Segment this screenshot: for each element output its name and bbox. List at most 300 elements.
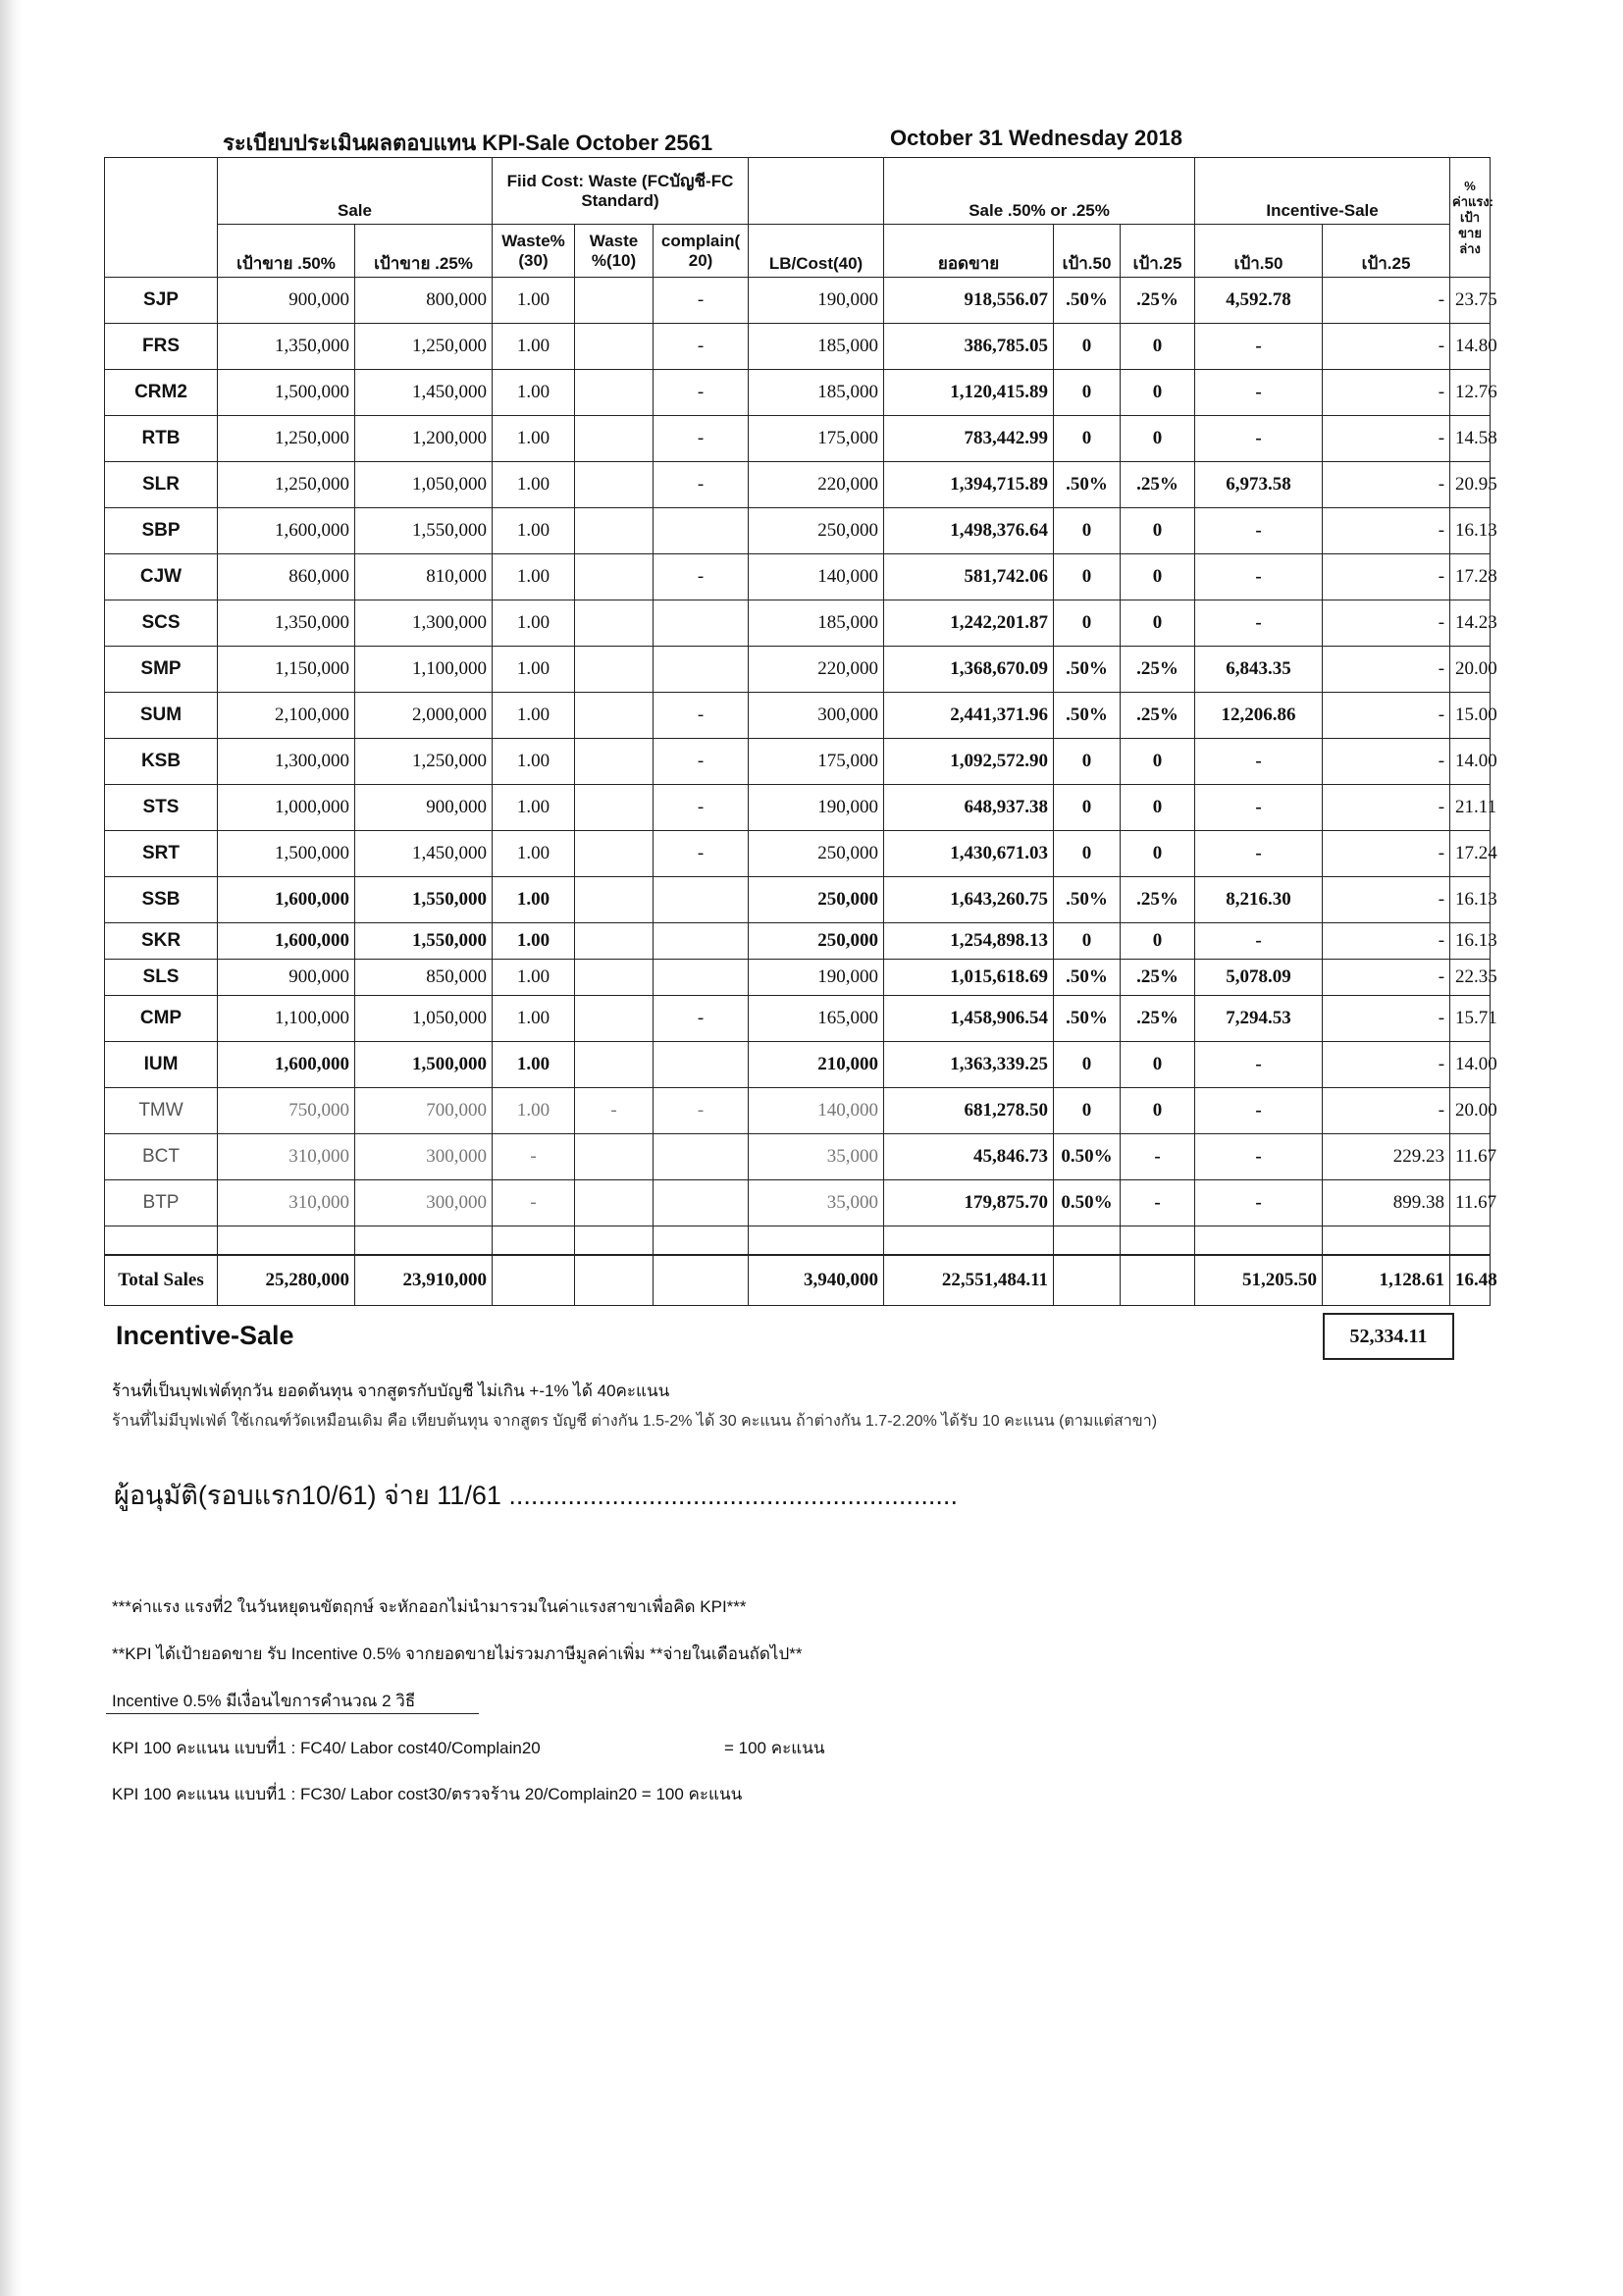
cell-i50: -: [1195, 324, 1323, 370]
cell-waste10: [575, 554, 654, 600]
document-header: [110, 126, 1484, 155]
cell-i25: -: [1323, 462, 1450, 508]
cell-p25: 0: [1121, 1088, 1195, 1134]
total-complain: [654, 1255, 749, 1306]
cell-p50: 0: [1054, 739, 1121, 785]
cell-labor-pct: 11.67: [1450, 1134, 1491, 1180]
cell-i25: -: [1323, 1042, 1450, 1088]
cell-labor-pct: 23.75: [1450, 278, 1491, 324]
header-complain: complain( 20): [654, 225, 749, 278]
cell-complain: [654, 647, 749, 693]
cell-labor-pct: 20.00: [1450, 1088, 1491, 1134]
cell-sales: 648,937.38: [884, 785, 1054, 831]
note-buffet: ร้านที่เป็นบุฟเฟ่ต์ทุกวัน ยอดต้นทุน จากสูตรกับบัญชี ไม่เกิน +-1% ได้ 40คะแนน: [112, 1382, 670, 1400]
cell-branch: BCT: [105, 1134, 218, 1180]
cell-waste10: [575, 600, 654, 647]
cell-target25: 850,000: [355, 960, 493, 996]
document-date: October 31 Wednesday 2018: [890, 126, 1182, 150]
cell-p50: 0: [1054, 831, 1121, 877]
cell-branch: SMP: [105, 647, 218, 693]
header-target25: เป้าขาย .25%: [355, 225, 493, 278]
cell-i25: -: [1323, 996, 1450, 1042]
total-i25: 1,128.61: [1323, 1255, 1450, 1306]
cell-labor-pct: 16.13: [1450, 923, 1491, 960]
table-row: [105, 1088, 1491, 1134]
cell-i25: -: [1323, 785, 1450, 831]
cell-target50: 1,250,000: [218, 462, 355, 508]
cell-labor-pct: 12.76: [1450, 370, 1491, 416]
cell-waste30: 1.00: [493, 693, 575, 739]
cell-labor-pct: 15.71: [1450, 996, 1491, 1042]
cell-waste10: [575, 647, 654, 693]
cell-i25: 229.23: [1323, 1134, 1450, 1180]
cell-target50: 1,300,000: [218, 739, 355, 785]
empty-cell: [1121, 1226, 1195, 1256]
cell-lbcost: 185,000: [749, 370, 884, 416]
cell-waste10: [575, 278, 654, 324]
cell-p50: 0: [1054, 923, 1121, 960]
cell-waste30: 1.00: [493, 324, 575, 370]
cell-i50: -: [1195, 1042, 1323, 1088]
header-p25: เป้า.25: [1121, 225, 1195, 278]
cell-lbcost: 190,000: [749, 278, 884, 324]
cell-complain: -: [654, 554, 749, 600]
table-row: [105, 416, 1491, 462]
cell-target25: 1,300,000: [355, 600, 493, 647]
cell-i50: 12,206.86: [1195, 693, 1323, 739]
cell-p25: .25%: [1121, 960, 1195, 996]
cell-target50: 860,000: [218, 554, 355, 600]
cell-waste10: [575, 831, 654, 877]
cell-complain: -: [654, 1088, 749, 1134]
cell-waste30: 1.00: [493, 1088, 575, 1134]
cell-i25: -: [1323, 370, 1450, 416]
cell-sales: 179,875.70: [884, 1180, 1054, 1226]
empty-cell: [355, 1226, 493, 1256]
cell-i50: -: [1195, 1134, 1323, 1180]
total-p50: [1054, 1255, 1121, 1306]
cell-waste10: [575, 1180, 654, 1226]
cell-lbcost: 220,000: [749, 647, 884, 693]
cell-sales: 45,846.73: [884, 1134, 1054, 1180]
cell-p25: 0: [1121, 554, 1195, 600]
cell-p25: .25%: [1121, 877, 1195, 923]
cell-p25: 0: [1121, 508, 1195, 554]
header-row-bottom: [105, 225, 1491, 278]
header-target50: เป้าขาย .50%: [218, 225, 355, 278]
total-sales: 22,551,484.11: [884, 1255, 1054, 1306]
footnote-kpi: **KPI ได้เป้ายอดขาย รับ Incentive 0.5% จากยอดขายไม่รวมภาษีมูลค่าเพิ่ม **จ่ายในเดือนถัดไป**: [112, 1644, 803, 1663]
header-incentive: Incentive-Sale: [1195, 158, 1450, 225]
table-row: [105, 1134, 1491, 1180]
cell-branch: SUM: [105, 693, 218, 739]
cell-i25: -: [1323, 324, 1450, 370]
cell-labor-pct: 14.00: [1450, 739, 1491, 785]
scan-edge: [0, 0, 22, 2296]
cell-complain: -: [654, 324, 749, 370]
header-i50: เป้า.50: [1195, 225, 1323, 278]
cell-branch: SLS: [105, 960, 218, 996]
approval-line: ผู้อนุมัติ(รอบแรก10/61) จ่าย 11/61 .............................................................: [114, 1481, 958, 1510]
table-row: [105, 831, 1491, 877]
empty-cell: [1054, 1226, 1121, 1256]
cell-p50: 0.50%: [1054, 1134, 1121, 1180]
cell-waste30: 1.00: [493, 416, 575, 462]
table-row: [105, 554, 1491, 600]
cell-waste10: [575, 785, 654, 831]
cell-branch: SJP: [105, 278, 218, 324]
total-row: [105, 1255, 1491, 1306]
cell-complain: [654, 1042, 749, 1088]
table-row: [105, 462, 1491, 508]
cell-p25: 0: [1121, 416, 1195, 462]
cell-branch: RTB: [105, 416, 218, 462]
cell-target50: 1,350,000: [218, 600, 355, 647]
cell-labor-pct: 15.00: [1450, 693, 1491, 739]
empty-cell: [749, 1226, 884, 1256]
cell-target25: 1,200,000: [355, 416, 493, 462]
cell-labor-pct: 11.67: [1450, 1180, 1491, 1226]
cell-sales: 1,254,898.13: [884, 923, 1054, 960]
cell-waste10: [575, 923, 654, 960]
cell-target50: 1,600,000: [218, 877, 355, 923]
table-row: [105, 923, 1491, 960]
total-lbcost: 3,940,000: [749, 1255, 884, 1306]
cell-waste30: 1.00: [493, 785, 575, 831]
cell-target25: 900,000: [355, 785, 493, 831]
cell-waste10: [575, 1134, 654, 1180]
cell-complain: -: [654, 831, 749, 877]
cell-labor-pct: 14.00: [1450, 1042, 1491, 1088]
cell-i50: -: [1195, 370, 1323, 416]
table-row: [105, 996, 1491, 1042]
header-row-top: [105, 158, 1491, 225]
cell-waste30: 1.00: [493, 370, 575, 416]
cell-sales: 1,120,415.89: [884, 370, 1054, 416]
cell-i50: -: [1195, 416, 1323, 462]
cell-i25: -: [1323, 647, 1450, 693]
cell-i25: -: [1323, 693, 1450, 739]
cell-branch: CRM2: [105, 370, 218, 416]
cell-lbcost: 175,000: [749, 416, 884, 462]
cell-p25: .25%: [1121, 278, 1195, 324]
cell-target50: 1,350,000: [218, 324, 355, 370]
cell-labor-pct: 16.13: [1450, 508, 1491, 554]
cell-sales: 1,430,671.03: [884, 831, 1054, 877]
cell-complain: [654, 1134, 749, 1180]
cell-waste10: [575, 462, 654, 508]
cell-lbcost: 210,000: [749, 1042, 884, 1088]
cell-p50: 0: [1054, 324, 1121, 370]
cell-lbcost: 185,000: [749, 324, 884, 370]
cell-i50: -: [1195, 1180, 1323, 1226]
cell-target50: 900,000: [218, 278, 355, 324]
cell-labor-pct: 14.80: [1450, 324, 1491, 370]
cell-target25: 810,000: [355, 554, 493, 600]
total-i50: 51,205.50: [1195, 1255, 1323, 1306]
cell-waste30: 1.00: [493, 462, 575, 508]
table-row: [105, 370, 1491, 416]
cell-target25: 300,000: [355, 1180, 493, 1226]
cell-i25: -: [1323, 923, 1450, 960]
table-row: [105, 600, 1491, 647]
cell-p50: 0: [1054, 1042, 1121, 1088]
cell-i25: -: [1323, 877, 1450, 923]
total-target50: 25,280,000: [218, 1255, 355, 1306]
cell-i50: -: [1195, 1088, 1323, 1134]
cell-complain: -: [654, 693, 749, 739]
cell-i50: -: [1195, 831, 1323, 877]
cell-labor-pct: 17.28: [1450, 554, 1491, 600]
cell-p50: 0: [1054, 370, 1121, 416]
cell-target25: 2,000,000: [355, 693, 493, 739]
cell-branch: SKR: [105, 923, 218, 960]
cell-waste30: 1.00: [493, 1042, 575, 1088]
cell-waste10: [575, 693, 654, 739]
header-fc: Fiid Cost: Waste (FCบัญชี-FC Standard): [493, 158, 749, 225]
header-blank-lb: [749, 158, 884, 225]
header-p50: เป้า.50: [1054, 225, 1121, 278]
empty-cell: [105, 1226, 218, 1256]
cell-i50: -: [1195, 554, 1323, 600]
cell-lbcost: 250,000: [749, 831, 884, 877]
cell-sales: 681,278.50: [884, 1088, 1054, 1134]
cell-sales: 2,441,371.96: [884, 693, 1054, 739]
total-label: Total Sales: [105, 1255, 218, 1306]
cell-target50: 310,000: [218, 1180, 355, 1226]
cell-sales: 1,458,906.54: [884, 996, 1054, 1042]
cell-target50: 1,150,000: [218, 647, 355, 693]
cell-p25: 0: [1121, 785, 1195, 831]
cell-lbcost: 190,000: [749, 960, 884, 996]
cell-branch: SBP: [105, 508, 218, 554]
cell-labor-pct: 20.95: [1450, 462, 1491, 508]
table-row: [105, 960, 1491, 996]
cell-sales: 1,363,339.25: [884, 1042, 1054, 1088]
cell-complain: [654, 923, 749, 960]
table-row: [105, 1180, 1491, 1226]
cell-branch: CJW: [105, 554, 218, 600]
cell-lbcost: 175,000: [749, 739, 884, 785]
cell-target25: 1,250,000: [355, 324, 493, 370]
cell-branch: SSB: [105, 877, 218, 923]
cell-i50: 6,843.35: [1195, 647, 1323, 693]
cell-lbcost: 190,000: [749, 785, 884, 831]
cell-target50: 1,500,000: [218, 370, 355, 416]
table-row: [105, 324, 1491, 370]
cell-labor-pct: 14.23: [1450, 600, 1491, 647]
cell-p25: 0: [1121, 739, 1195, 785]
cell-target25: 1,450,000: [355, 831, 493, 877]
cell-p50: .50%: [1054, 960, 1121, 996]
table-row: [105, 647, 1491, 693]
cell-complain: -: [654, 739, 749, 785]
cell-target25: 1,550,000: [355, 923, 493, 960]
cell-p25: 0: [1121, 324, 1195, 370]
incentive-sale-total: 52,334.11: [1323, 1313, 1454, 1360]
header-waste30: Waste% (30): [493, 225, 575, 278]
cell-p50: 0: [1054, 416, 1121, 462]
cell-target25: 1,500,000: [355, 1042, 493, 1088]
cell-waste10: [575, 877, 654, 923]
footnote-method-1: KPI 100 คะแนน แบบที่1 : FC40/ Labor cost40/Complain20: [112, 1739, 541, 1757]
cell-sales: 1,092,572.90: [884, 739, 1054, 785]
cell-i50: -: [1195, 600, 1323, 647]
cell-complain: -: [654, 416, 749, 462]
cell-waste10: [575, 324, 654, 370]
cell-waste30: 1.00: [493, 831, 575, 877]
cell-p50: .50%: [1054, 278, 1121, 324]
cell-target50: 310,000: [218, 1134, 355, 1180]
cell-p50: 0: [1054, 1088, 1121, 1134]
cell-p25: 0: [1121, 831, 1195, 877]
cell-p25: 0: [1121, 923, 1195, 960]
empty-cell: [1195, 1226, 1323, 1256]
cell-target50: 1,250,000: [218, 416, 355, 462]
cell-waste30: 1.00: [493, 877, 575, 923]
cell-i50: -: [1195, 739, 1323, 785]
header-i25: เป้า.25: [1323, 225, 1450, 278]
cell-branch: TMW: [105, 1088, 218, 1134]
cell-target25: 1,550,000: [355, 877, 493, 923]
cell-p50: 0: [1054, 508, 1121, 554]
cell-target25: 1,050,000: [355, 462, 493, 508]
cell-complain: -: [654, 370, 749, 416]
header-sale: Sale: [218, 158, 493, 225]
total-target25: 23,910,000: [355, 1255, 493, 1306]
cell-i50: -: [1195, 508, 1323, 554]
cell-p25: -: [1121, 1134, 1195, 1180]
cell-p25: .25%: [1121, 462, 1195, 508]
header-sales: ยอดขาย: [884, 225, 1054, 278]
cell-complain: [654, 960, 749, 996]
header-blank: [105, 158, 218, 278]
cell-sales: 1,643,260.75: [884, 877, 1054, 923]
total-labor-pct: 16.48: [1450, 1255, 1491, 1306]
cell-sales: 1,015,618.69: [884, 960, 1054, 996]
cell-waste30: -: [493, 1134, 575, 1180]
cell-lbcost: 250,000: [749, 508, 884, 554]
cell-lbcost: 165,000: [749, 996, 884, 1042]
cell-waste30: 1.00: [493, 647, 575, 693]
cell-sales: 386,785.05: [884, 324, 1054, 370]
cell-sales: 1,394,715.89: [884, 462, 1054, 508]
cell-lbcost: 300,000: [749, 693, 884, 739]
cell-p50: .50%: [1054, 693, 1121, 739]
cell-labor-pct: 20.00: [1450, 647, 1491, 693]
cell-waste30: 1.00: [493, 508, 575, 554]
cell-labor-pct: 21.11: [1450, 785, 1491, 831]
kpi-table: [104, 157, 1497, 1306]
header-lbcost: LB/Cost(40): [749, 225, 884, 278]
cell-i25: -: [1323, 278, 1450, 324]
cell-target25: 800,000: [355, 278, 493, 324]
note-non-buffet: ร้านที่ไม่มีบุฟเฟ่ต์ ใช้เกณฑ์วัดเหมือนเดิม คือ เทียบต้นทุน จากสูตร บัญชี ต่างกัน 1.5-2% ได้ 30 คะแนน ถ้าต่างกัน 1.7-2.20% ได้รับ 10 คะแนน (ตามแต่สาขา): [112, 1413, 1158, 1430]
cell-lbcost: 35,000: [749, 1180, 884, 1226]
cell-waste30: 1.00: [493, 278, 575, 324]
table-row: [105, 508, 1491, 554]
cell-p50: .50%: [1054, 996, 1121, 1042]
cell-target25: 700,000: [355, 1088, 493, 1134]
empty-cell: [575, 1226, 654, 1256]
cell-i25: -: [1323, 416, 1450, 462]
empty-cell: [654, 1226, 749, 1256]
cell-waste30: 1.00: [493, 996, 575, 1042]
cell-p50: 0: [1054, 600, 1121, 647]
divider-line: [106, 1713, 479, 1714]
cell-p25: 0: [1121, 600, 1195, 647]
cell-target25: 1,250,000: [355, 739, 493, 785]
cell-sales: 1,498,376.64: [884, 508, 1054, 554]
cell-i25: -: [1323, 508, 1450, 554]
cell-sales: 581,742.06: [884, 554, 1054, 600]
cell-i25: 899.38: [1323, 1180, 1450, 1226]
empty-cell: [218, 1226, 355, 1256]
cell-waste10: [575, 739, 654, 785]
cell-complain: -: [654, 785, 749, 831]
cell-branch: SLR: [105, 462, 218, 508]
table-row: [105, 785, 1491, 831]
cell-branch: IUM: [105, 1042, 218, 1088]
cell-p50: 0: [1054, 554, 1121, 600]
cell-p25: 0: [1121, 1042, 1195, 1088]
cell-complain: [654, 508, 749, 554]
cell-i50: 7,294.53: [1195, 996, 1323, 1042]
cell-p25: -: [1121, 1180, 1195, 1226]
cell-target50: 1,600,000: [218, 508, 355, 554]
cell-target50: 1,500,000: [218, 831, 355, 877]
cell-waste30: 1.00: [493, 960, 575, 996]
cell-lbcost: 35,000: [749, 1134, 884, 1180]
cell-sales: 783,442.99: [884, 416, 1054, 462]
cell-target50: 2,100,000: [218, 693, 355, 739]
cell-p25: .25%: [1121, 996, 1195, 1042]
empty-cell: [1323, 1226, 1450, 1256]
empty-cell: [493, 1226, 575, 1256]
cell-target25: 300,000: [355, 1134, 493, 1180]
footnote-incentive-conditions: Incentive 0.5% มีเงื่อนไขการคำนวณ 2 วิธี: [112, 1692, 416, 1710]
total-p25: [1121, 1255, 1195, 1306]
table-row: [105, 877, 1491, 923]
cell-branch: BTP: [105, 1180, 218, 1226]
cell-p50: 0: [1054, 785, 1121, 831]
cell-labor-pct: 22.35: [1450, 960, 1491, 996]
cell-complain: [654, 1180, 749, 1226]
cell-complain: -: [654, 462, 749, 508]
cell-i25: -: [1323, 554, 1450, 600]
cell-i50: 6,973.58: [1195, 462, 1323, 508]
cell-i50: 5,078.09: [1195, 960, 1323, 996]
cell-p25: .25%: [1121, 693, 1195, 739]
cell-waste30: -: [493, 1180, 575, 1226]
cell-labor-pct: 17.24: [1450, 831, 1491, 877]
footnote-method-2: KPI 100 คะแนน แบบที่1 : FC30/ Labor cost30/ตรวจร้าน 20/Complain20 = 100 คะแนน: [112, 1785, 743, 1803]
cell-sales: 1,242,201.87: [884, 600, 1054, 647]
cell-labor-pct: 16.13: [1450, 877, 1491, 923]
cell-waste30: 1.00: [493, 739, 575, 785]
cell-sales: 918,556.07: [884, 278, 1054, 324]
cell-i25: -: [1323, 1088, 1450, 1134]
cell-target50: 1,600,000: [218, 1042, 355, 1088]
cell-complain: -: [654, 996, 749, 1042]
cell-branch: SCS: [105, 600, 218, 647]
cell-target50: 1,600,000: [218, 923, 355, 960]
table-row: [105, 1042, 1491, 1088]
table-row: [105, 278, 1491, 324]
cell-branch: FRS: [105, 324, 218, 370]
cell-waste10: [575, 960, 654, 996]
cell-waste30: 1.00: [493, 923, 575, 960]
